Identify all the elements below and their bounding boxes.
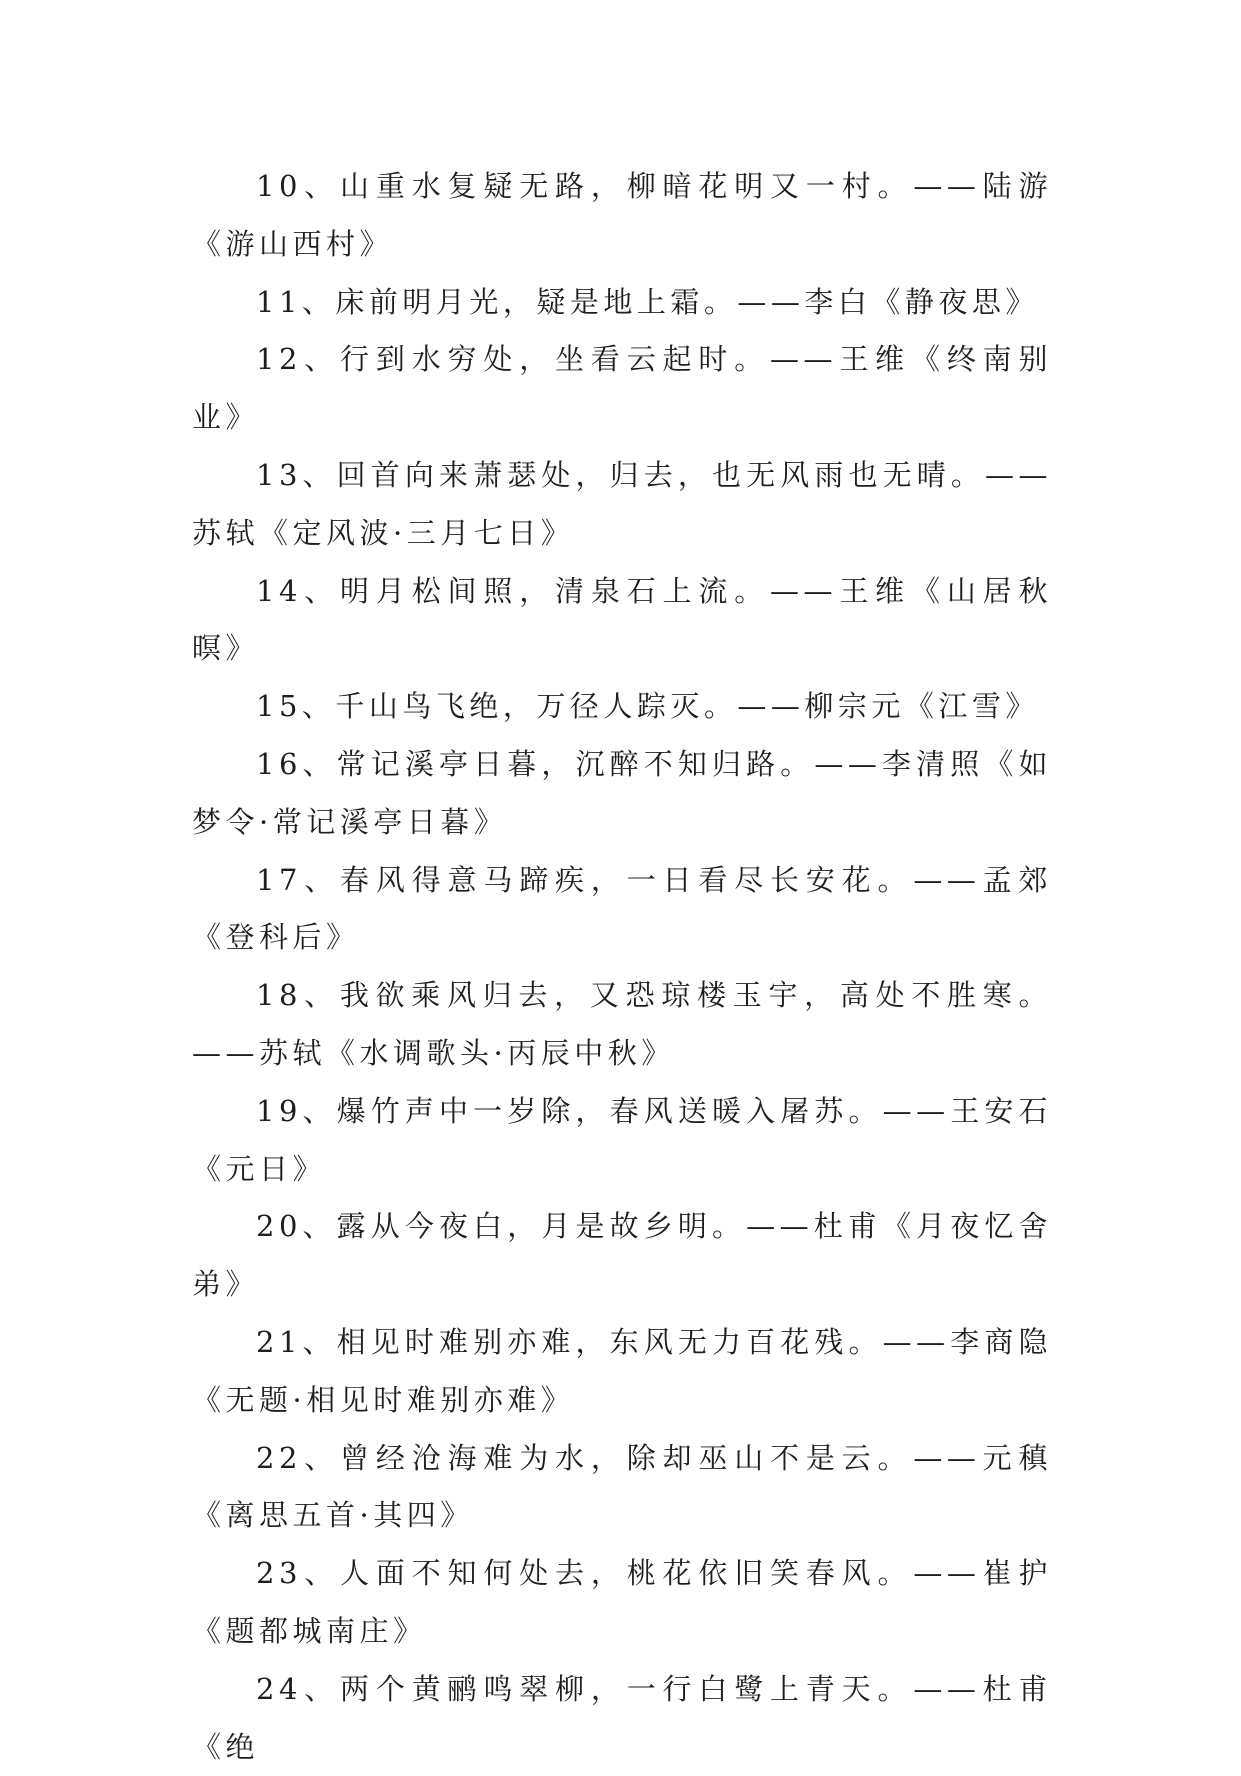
poem-quote-10: 10、山重水复疑无路，柳暗花明又一村。——陆游《游山西村》	[192, 169, 1052, 261]
poem-quote-23: 23、人面不知何处去，桃花依旧笑春风。——崔护《题都城南庄》	[192, 1556, 1052, 1648]
poem-quote-19: 19、爆竹声中一岁除，春风送暖入屠苏。——王安石《元日》	[192, 1093, 1052, 1186]
poem-quote-11: 11、床前明月光，疑是地上霜。——李白《静夜思》	[256, 284, 1039, 319]
poem-quote-17: 17、春风得意马蹄疾，一日看尽长安花。——孟郊《登科后》	[192, 862, 1052, 955]
poem-quote-13: 13、回首向来萧瑟处，归去，也无风雨也无晴。——苏轼《定风波·三月七日》	[192, 457, 1052, 550]
poem-quote-21: 21、相见时难别亦难，东风无力百花残。——李商隐《无题·相见时难别亦难》	[192, 1324, 1052, 1417]
poem-quote-18: 18、我欲乘风归去，又恐琼楼玉宇，高处不胜寒。——苏轼《水调歌头·丙辰中秋》	[192, 978, 1052, 1070]
poem-quote-15: 15、千山鸟飞绝，万径人踪灭。——柳宗元《江雪》	[256, 689, 1039, 724]
poem-quote-14: 14、明月松间照，清泉石上流。——王维《山居秋暝》	[192, 573, 1052, 666]
poem-quote-12: 12、行到水穷处，坐看云起时。——王维《终南别业》	[192, 342, 1052, 435]
poem-quote-24: 24、两个黄鹂鸣翠柳，一行白鹭上青天。——杜甫《绝	[192, 1671, 1052, 1764]
poem-quote-20: 20、露从今夜白，月是故乡明。——杜甫《月夜忆舍弟》	[192, 1209, 1052, 1302]
poem-quote-16: 16、常记溪亭日暮，沉醉不知归路。——李清照《如梦令·常记溪亭日暮》	[192, 746, 1052, 839]
poem-quote-list	[192, 158, 1052, 1776]
poem-quote-22: 22、曾经沧海难为水，除却巫山不是云。——元稹《离思五首·其四》	[192, 1440, 1052, 1533]
